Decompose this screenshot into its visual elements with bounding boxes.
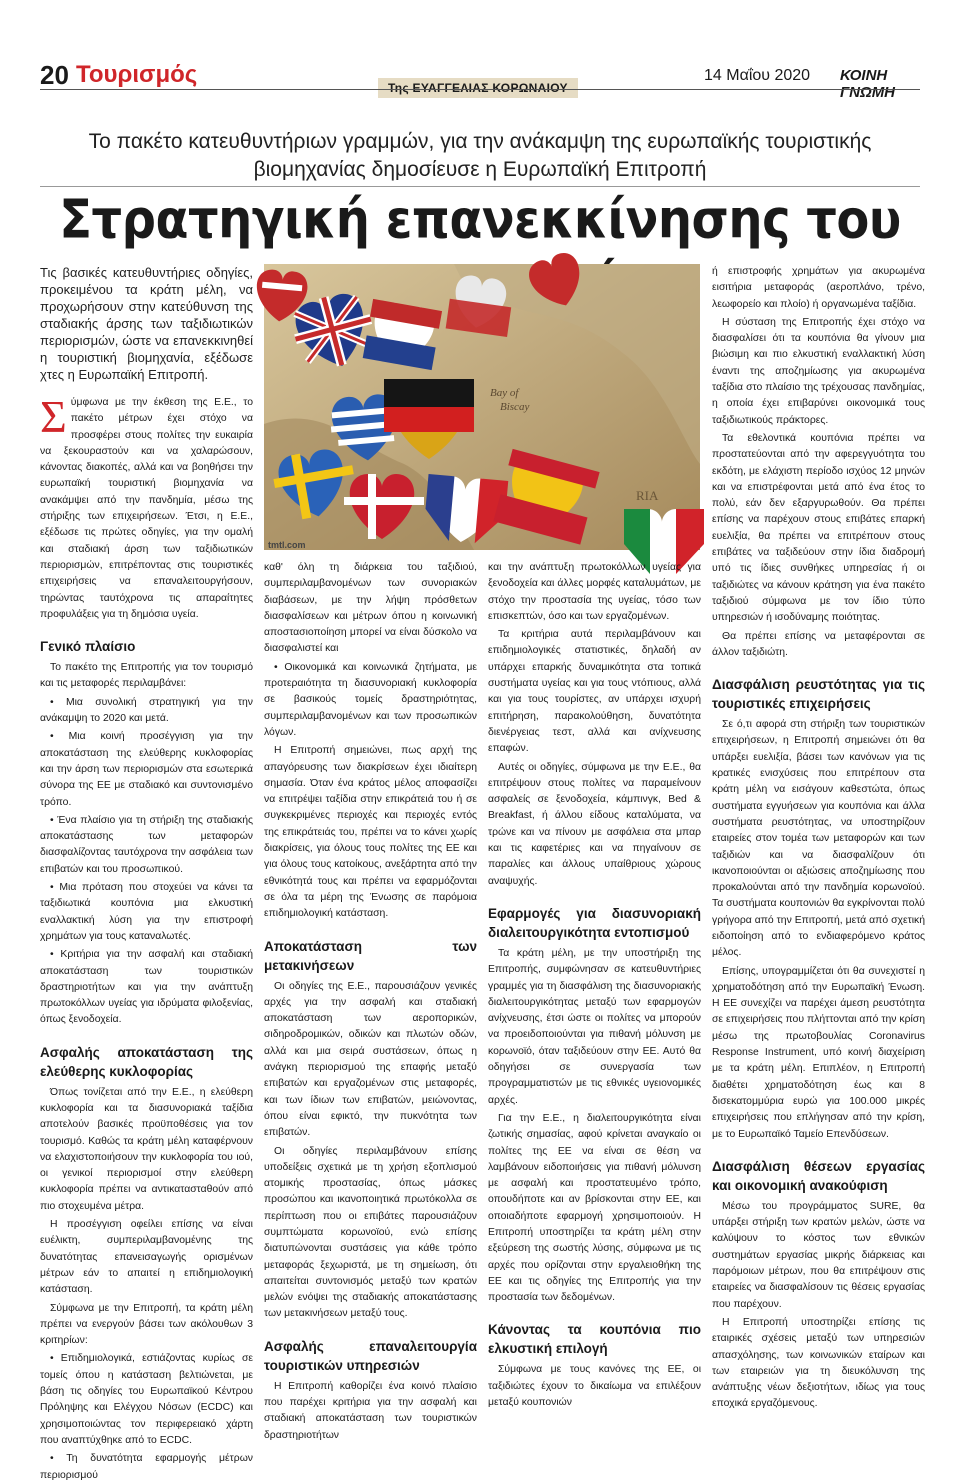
article-column-4 <box>712 264 925 1410</box>
bullet-item: • Μια κοινή προσέγγιση για την αποκατάσταση της ελεύθερης κυκλοφορίας και την άρση των περιορισμών στα εσωτερικά σύνορα της ΕΕ με σταδιακό και συντονισμένο τρόπο. <box>40 731 253 808</box>
byline: Της ΕΥΑΓΓΕΛΙΑΣ ΚΟΡΩΝΑΙΟΥ <box>378 78 578 98</box>
paragraph: Επίσης, υπογραμμίζεται ότι θα συνεχιστεί η χρηματοδότηση από την Ευρωπαϊκή Ένωση. Η ΕΕ συνεχίζει να παρέχει άμεση ρευστότητα σε επιχειρήσεις που πλήττονται από την κρίση μέσω της πρωτοβουλίας Coronavirus Response Instrument, υπό κοινή διαχείριση με τα κράτη μέλη. Επιπλέον, η Επιτροπή διαθέτει χρηματοδότηση έως και 8 δισεκατομμύρια ευρώ για 100.000 μικρές επιχειρήσεις που επλήγησαν από την κρίση, με το Ευρωπαϊκό Ταμείο Επενδύσεων. <box>712 965 925 1140</box>
paragraph: Σύμφωνα με τους κανόνες της ΕΕ, οι ταξιδιώτες έχουν το δικαίωμα να επιλέξουν μεταξύ κουπονιών <box>488 1364 701 1409</box>
heart-flags-map-illustration <box>264 264 700 550</box>
subheading: Αποκατάσταση των μετακινήσεων <box>264 938 477 973</box>
subheading: Γενικό πλαίσιο <box>40 639 136 655</box>
header-rule <box>40 89 920 90</box>
article-column-3 <box>488 560 701 1409</box>
bullet-item: • Μια συνολική στρατηγική για την ανάκαμψη το 2020 και μετά. <box>40 696 253 725</box>
bullet-item: • Τη δυνατότητα εφαρμογής μέτρων περιορισμού <box>40 1453 253 1481</box>
drop-cap: Σ <box>40 391 67 442</box>
paragraph: Η σύσταση της Επιτροπής έχει στόχο να διασφαλίσει ότι τα κουπόνια θα γίνουν μια βιώσιμη και πιο ελκυστική εναλλακτική λύση έναντι της αποζημίωσης για ακυρωμένα ταξίδια στο πλαίσιο της τρέχουσας πανδημίας, η οποία έχει επιβαρύνει οικονομικά τους ταξιδιωτικούς πράκτορες. <box>712 316 925 426</box>
lead-paragraph: Τις βασικές κατευθυντήριες οδηγίες, προκειμένου τα κράτη μέλη, να προχωρήσουν στην κατεύθυνση της σταδιακής άρσης των ταξιδιωτικών περιορισμών, ώστε να επανεκκινηθεί η τουριστική βιομηχανία, εξέδωσε χτες η Ευρωπαϊκή Επιτροπή. <box>40 265 253 382</box>
subheading: Εφαρμογές για διασυνοριακή διαλειτουργικότητα εντοπισμού <box>488 905 701 940</box>
svg-text:Biscay: Biscay <box>500 401 530 413</box>
paragraph: Η Επιτροπή υποστηρίζει επίσης τις εταιρικές σχέσεις μεταξύ των υπηρεσιών απασχόλησης, των κοινωνικών εταίρων και των εταιρειών για τη διευκόλυνση της ανάπτυξης νέων δεξιοτήτων, ιδίως για τους εποχικά εργαζόμενους. <box>712 1316 925 1410</box>
photo-credit: tmtl.com <box>268 540 306 550</box>
kicker-rule <box>40 186 920 187</box>
newspaper-name: ΚΟΙΝΗ ΓΝΩΜΗ <box>840 67 896 101</box>
bullet-item: • Οικονομικά και κοινωνικά ζητήματα, με προτεραιότητα τη διασυνοριακή κυκλοφορία σε βασικούς τομείς δραστηριότητας, συμπεριλαμβανομένων και των προσωπικών λόγων. <box>264 661 477 738</box>
paragraph: Η προσέγγιση οφείλει επίσης να είναι ευέλικτη, συμπεριλαμβανομένης της δυνατότητας επανεισαγωγής ορισμένων μέτρων εάν το απαιτεί η επιδημιολογική κατάσταση. <box>40 1219 253 1296</box>
subheading: Ασφαλής αποκατάσταση της ελεύθερης κυκλοφορίας <box>40 1044 253 1079</box>
paragraph: Για την Ε.Ε., η διαλειτουργικότητα είναι ζωτικής σημασίας, αφού κρίνεται αναγκαίο οι πολίτες της ΕΕ να είναι σε θέση να λαμβάνουν ειδοποιήσεις για πιθανή μόλυνση με ασφαλή και προστατευμένο τρόπο, οπουδήποτε και αν βρίσκονται στην ΕΕ, και οποιαδήποτε εφαρμογή χρησιμοποιούν. Η Επιτροπή υποστηρίζει τα κράτη μέλη στην εξεύρεση της σωστής λύσης, σύμφωνα με τις αρχές που ορίζονται στην εργαλειοθήκη της ΕΕ και τις οδηγίες της Επιτροπής για την προστασία των δεδομένων. <box>488 1112 701 1304</box>
paragraph: Τα κριτήρια αυτά περιλαμβάνουν και επιδημιολογικές στατιστικές, δηλαδή αν υπάρχει επαρκής δυναμικότητα στα τοπικά συστήματα υγείας και για τους ντόπιους, αλλά και για τους τουρίστες, αν υπάρχει ισχυρή επιτήρηση, παρακολούθηση, δυνατότητα διενέργειας τεστ, αλλά και ανίχνευσης επαφών. <box>488 629 701 755</box>
paragraph: Η Επιτροπή καθορίζει ένα κοινό πλαίσιο που παρέχει κριτήρια για την ασφαλή και σταδιακή αποκατάσταση των τουριστικών δραστηριοτήτων <box>264 1380 477 1441</box>
subheading: Ασφαλής επαναλειτουργία τουριστικών υπηρεσιών <box>264 1338 477 1373</box>
bullet-item: • Ένα πλαίσιο για τη στήριξη της σταδιακής αποκατάστασης των μεταφορών διασφαλίζοντας ταυτόχρονα την ασφάλεια των επιβατών και του προσωπικού. <box>40 814 253 875</box>
article-column-1 <box>40 264 253 1481</box>
article-column-2 <box>264 560 477 1441</box>
page-number: 20 <box>40 60 69 90</box>
paragraph: Οι οδηγίες της Ε.Ε., παρουσιάζουν γενικές αρχές για την ασφαλή και σταδιακή αποκατάσταση των αεροπορικών, σιδηροδρομικών, οδικών και πλωτών οδών, αλλά και μια σειρά συστάσεων, όπως η ανάγκη περιορισμού της επαφής μεταξύ επιβατών και εργαζομένων στις μεταφορές, και των ίδιων των επιβατών, μειώνοντας, όπου είναι εφικτό, την πυκνότητα των επιβατών. <box>264 980 477 1139</box>
kicker: Το πακέτο κατευθυντήριων γραμμών, για την ανάκαμψη της ευρωπαϊκής τουριστικής βιομηχανίας δημοσίευσε η Ευρωπαϊκή Επιτροπή <box>88 130 872 181</box>
paragraph: Θα πρέπει επίσης να μεταφέρονται σε άλλον ταξιδιώτη. <box>712 630 925 658</box>
paragraph: Η Επιτροπή σημειώνει, πως αρχή της απαγόρευσης των διακρίσεων έχει ιδιαίτερη σημασία. Όταν ένα κράτος μέλος αποφασίζει να επιτρέψει ταξίδια στην επικράτειά του ή σε συγκεκριμένες περιοχές και περιοχές εντός της επικράτειάς του, πρέπει να το κάνει χωρίς διακρίσεις, για όλους τους πολίτες της ΕΕ και για όλους τους κατοίκους, ανεξάρτητα από την εθνικότητά τους και πρέπει να εφαρμόζονται σε όλα τα μέρη της Ένωσης σε παρόμοια επιδημιολογική κατάσταση. <box>264 745 477 920</box>
paragraph: Σύμφωνα με την έκθεση της Ε.Ε., το πακέτο μέτρων έχει στόχο να προσφέρει στους πολίτες την ευκαιρία να ξεκουραστούν και να χαλαρώσουν, κάνοντας διακοπές, αλλά και να βοηθήσει την ευρωπαϊκή τουριστική βιομηχανία να ανακάμψει από την πανδημία, μέσω της στήριξης των επιχειρήσεων. Έτσι, η Ε.Ε., εξέδωσε τις πρώτες οδηγίες, για την ομαλή και σταδιακή άρση των ταξιδιωτικών περιορισμών, επιτρέποντας στις τουριστικές επιχειρήσεις να επαναλειτουργήσουν, τηρώντας ταυτόχρονα τις απαραίτητες προφυλάξεις για τη δημόσια υγεία. <box>40 391 253 620</box>
bullet-item: • Μια πρόταση που στοχεύει να κάνει τα ταξιδιωτικά κουπόνια μια ελκυστική εναλλακτική λύση για την επιστροφή χρημάτων για τους καταναλωτές. <box>40 882 253 942</box>
paragraph: ή επιστροφής χρημάτων για ακυρωμένα εισιτήρια μεταφοράς (αεροπλάνο, τρένο, λεωφορείο και πλοίο) ή οργανωμένα ταξίδια. <box>712 266 925 310</box>
section-title: Τουρισμός <box>76 61 198 88</box>
bullet-item: • Επιδημιολογικά, εστιάζοντας κυρίως σε τομείς όπου η κατάσταση βελτιώνεται, με βάση τις οδηγίες του Ευρωπαϊκού Κέντρου Πρόληψης και Ελέγχου Νόσων (ECDC) και χρησιμοποιώντας τον περιφερειακό χάρτη που αναπτύχθηκε από το ECDC. <box>40 1353 253 1446</box>
svg-text:RIA: RIA <box>636 488 659 503</box>
paragraph: Σε ό,τι αφορά στη στήριξη των τουριστικών επιχειρήσεων, η Επιτροπή σημειώνει ότι θα υπάρξει ευελιξία, βάσει των κανόνων για τις κρατικές ενισχύσεις που επιτρέπουν στα κράτη μέλη να εισάγουν καθεστώτα, όπως συστήματα εγγυήσεων για κουπόνια και άλλα συστήματα ρευστότητας, να υποστηρίζουν εταιρείες στον τομέα των μεταφορών και των ταξιδιών και να διασφαλίζουν ότι ικανοποιούνται οι αξιώσεις αποζημίωσης που προκαλούνται από την πανδημία κορωνοϊού. Τα συστήματα κουπονιών θα εγκρίνονται πολύ γρήγορα από την Επιτροπή, μετά από σχετική ειδοποίηση από το ενδιαφερόμενο κράτος μέλος. <box>712 719 925 959</box>
paragraph: Όπως τονίζεται από την Ε.Ε., η ελεύθερη κυκλοφορία και τα διασυνοριακά ταξίδια αποτελούν βασικές προϋποθέσεις για τον τουρισμό. Καθώς τα κράτη μέλη καταφέρνουν να ελαχιστοποιήσουν την κυκλοφορία του ιού, οι γενικοί περιορισμοί στην ελεύθερη κυκλοφορία πρέπει να αντικατασταθούν από πιο στοχευμένα μέτρα. <box>40 1086 253 1212</box>
subheading: Διασφάλιση θέσεων εργασίας και οικονομική ανακούφιση <box>712 1158 925 1193</box>
bullet-item: • Κριτήρια για την ασφαλή και σταδιακή αποκατάσταση των τουριστικών δραστηριοτήτων και για την ανάπτυξη πρωτοκόλλων υγείας για ιδρύματα φιλοξενίας, όπως ξενοδοχεία. <box>40 949 253 1026</box>
paragraph: Οι οδηγίες περιλαμβάνουν επίσης υποδείξεις σχετικά με τη χρήση εξοπλισμού ατομικής προστασίας, όπως μάσκες προσώπου και ικανοποιητικά πρωτόκολλα σε περίπτωση που οι επιβάτες παρουσιάζουν συμπτώματα κορωνοϊού, ενώ επίσης διατυπώνονται συστάσεις για κάθε τρόπο μεταφοράς ξεχωριστά, με τη σημείωση, ότι απαιτείται συντονισμός μεταξύ των κρατών μελών ενόψει της σταδιακής αποκατάστασης των μετακινήσεων μεταξύ τους. <box>264 1145 477 1320</box>
paragraph: και την ανάπτυξη πρωτοκόλλων υγείας για ξενοδοχεία και άλλες μορφές καταλυμάτων, με στόχο την προστασία της υγείας, τόσο των επισκεπτών, όσο και των εργαζομένων. <box>488 562 701 622</box>
paragraph: Μέσω του προγράμματος SURE, θα υπάρξει στήριξη των κρατών μελών, ώστε να καλύψουν το κόστος των εθνικών συστημάτων εργασίας μικρής διάρκειας και παρόμοιων μέτρων, που θα επιτρέψουν στις εταιρείες να διασφαλίσουν τις θέσεις εργασίας που παρέχουν. <box>712 1200 925 1310</box>
page-header <box>40 60 920 101</box>
svg-text:Bay of: Bay of <box>490 387 519 399</box>
headline: Στρατηγική επανεκκίνησης του <box>59 188 901 251</box>
paragraph: Τα κράτη μέλη, με την υποστήριξη της Επιτροπής, συμφώνησαν σε κατευθυντήριες γραμμές για τη διασφάλιση της διασυνοριακής διαλειτουργικότητας μεταξύ των εφαρμογών ανίχνευσης, έτσι ώστε οι πολίτες να μπορούν να προειδοποιούνται για πιθανή μόλυνση με κορωνοϊό, όταν ταξιδεύουν στην ΕΕ. Αυτό θα οδηγήσει σε συνεργασία των προγραμματιστών με τις εθνικές υγειονομικές αρχές. <box>488 947 701 1106</box>
paragraph: καθ' όλη τη διάρκεια του ταξιδιού, συμπεριλαμβανομένων των συνοριακών διαβάσεων, με την λήψη πρόσθετων διασφαλίσεων και μέτρων όπου η κοινωνική αποστασιοποίηση μπορεί να είναι δύσκολο να διασφαλιστεί και <box>264 562 477 655</box>
issue-date: 14 Μαΐου 2020 <box>704 67 811 84</box>
paragraph: Σύμφωνα με την Επιτροπή, τα κράτη μέλη πρέπει να ενεργούν βάσει των ακόλουθων 3 κριτηρίων: <box>40 1302 253 1347</box>
subheading: Διασφάλιση ρευστότητας για τις τουριστικές επιχειρήσεις <box>712 677 925 712</box>
subheading: Κάνοντας τα κουπόνια πιο ελκυστική επιλογή <box>488 1322 701 1357</box>
article-photo <box>264 264 700 550</box>
paragraph: Το πακέτο της Επιτροπής για τον τουρισμό και τις μεταφορές περιλαμβάνει: <box>40 662 253 690</box>
paragraph: Τα εθελοντικά κουπόνια πρέπει να προστατεύονται από την αφερεγγυότητα του εκδότη, με ελάχιστη περίοδο ισχύος 12 μηνών και να επιστρέφονται μετά από ένα έτος το πολύ, εάν δεν εξαργυρωθούν. Θα πρέπει επίσης να παρέχουν στους επιβάτες επαρκή ευελιξία, θα πρέπει να επιτρέπουν στους επιβάτες να ταξιδεύουν στην ίδια διαδρομή υπό τις ίδιες συνθήκες υπηρεσίας ή οι ταξιδιώτες να κάνουν κράτηση για ένα πακέτο ταξιδιού σύμφωνα με τον ίδιο τύπο υπηρεσιών ή ισοδύναμης ποιότητας. <box>712 432 925 624</box>
paragraph: Αυτές οι οδηγίες, σύμφωνα με την Ε.Ε., θα επιτρέψουν στους πολίτες να παραμείνουν ασφαλείς σε ξενοδοχεία, κάμπινγκ, Bed & Breakfast, ή άλλου είδους καταλύματα, να τρώνε και να πίνουν με ασφάλεια στα μπαρ και τις καφετέριες και να πηγαίνουν σε παραλίες και άλλους υπαίθριους χώρους αναψυχής. <box>488 761 701 887</box>
